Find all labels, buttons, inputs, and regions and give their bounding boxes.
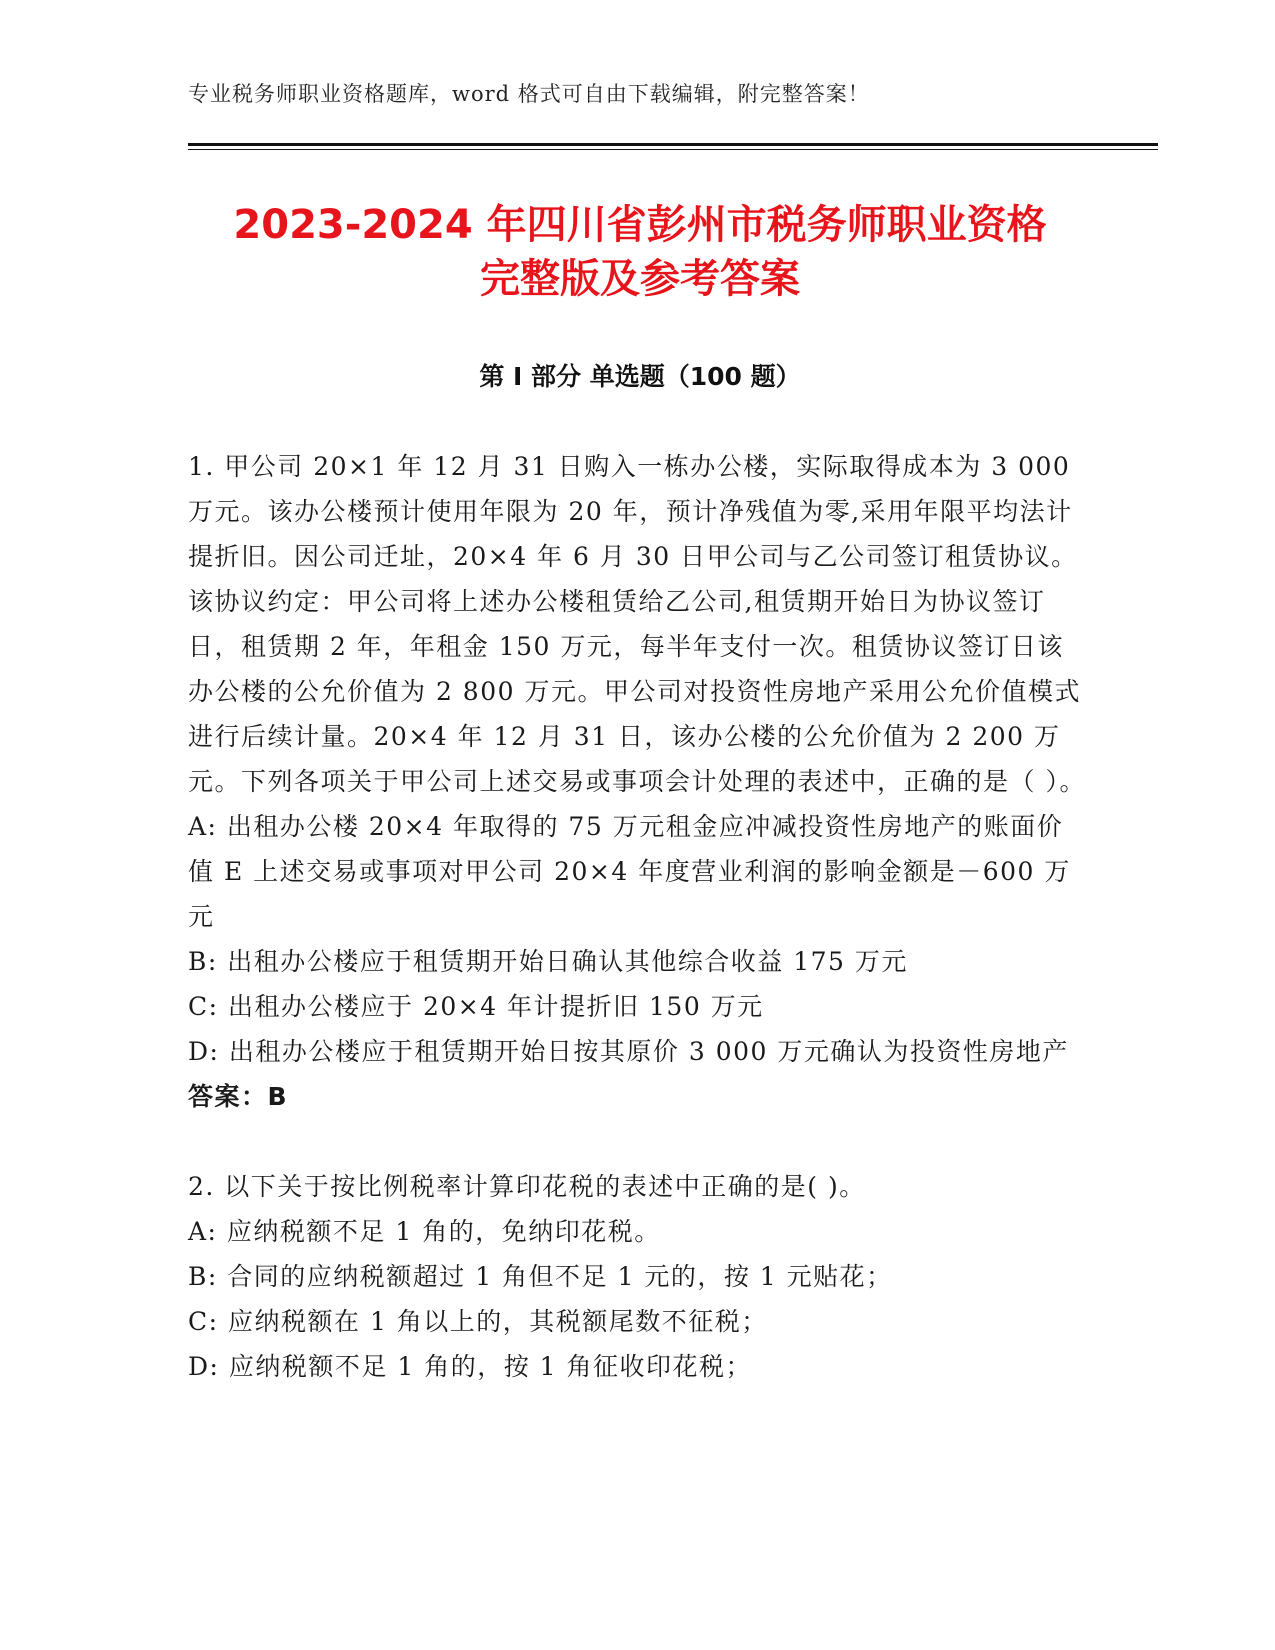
question-1 [188,444,1088,1119]
option-c: C: 应纳税额在 1 角以上的，其税额尾数不征税； [188,1307,768,1336]
option-b: B: 合同的应纳税额超过 1 角但不足 1 元的，按 1 元贴花； [188,1262,893,1291]
option-a: A: 应纳税额不足 1 角的，免纳印花税。 [188,1217,661,1246]
question-2 [188,1164,1088,1389]
question-stem: 1. 甲公司 20×1 年 12 月 31 日购入一栋办公楼，实际取得成本为 3 000 万元。该办公楼预计使用年限为 20 年，预计净残值为零,采用年限平均法计提折旧。因公司迁址，20×4 年 6 月 30 日甲公司与乙公司签订租赁协议。该协议约定：甲公司将上述办公楼租赁给乙公司,租赁期开始日为协议签订日，租赁期 2 年，年租金 150 万元，每半年支付一次。租赁协议签订日该办公楼的公允价值为 2 800 万元。甲公司对投资性房地产采用公允价值模式进行后续计量。20×4 年 12 月 31 日，该办公楼的公允价值为 2 200 万元。下列各项关于甲公司上述交易或事项会计处理的表述中，正确的是（ ）。 [188,452,1086,796]
option-c: C: 出租办公楼应于 20×4 年计提折旧 150 万元 [188,992,764,1021]
option-a: A: 出租办公楼 20×4 年取得的 75 万元租金应冲减投资性房地产的账面价值 E 上述交易或事项对甲公司 20×4 年度营业利润的影响金额是－600 万元 [188,812,1071,931]
option-d: D: 应纳税额不足 1 角的，按 1 角征收印花税； [188,1352,753,1381]
answer-label: 答案：B [188,1082,289,1111]
document-title [150,198,1130,306]
question-stem: 2. 以下关于按比例税率计算印花税的表述中正确的是( )。 [188,1172,866,1201]
section-title: 第 I 部分 单选题（100 题） [479,362,801,391]
header-divider-thick [188,143,1158,146]
title-line-1: 2023-2024 年四川省彭州市税务师职业资格 [233,202,1047,248]
header-note: 专业税务师职业资格题库，word 格式可自由下载编辑，附完整答案！ [188,82,870,106]
option-b: B: 出租办公楼应于租赁期开始日确认其他综合收益 175 万元 [188,947,908,976]
question-spacer [188,1119,1088,1164]
option-d: D: 出租办公楼应于租赁期开始日按其原价 3 000 万元确认为投资性房地产 [188,1037,1069,1066]
header-divider-thin [188,149,1158,150]
title-line-2: 完整版及参考答案 [480,256,800,302]
question-list [188,444,1088,1389]
